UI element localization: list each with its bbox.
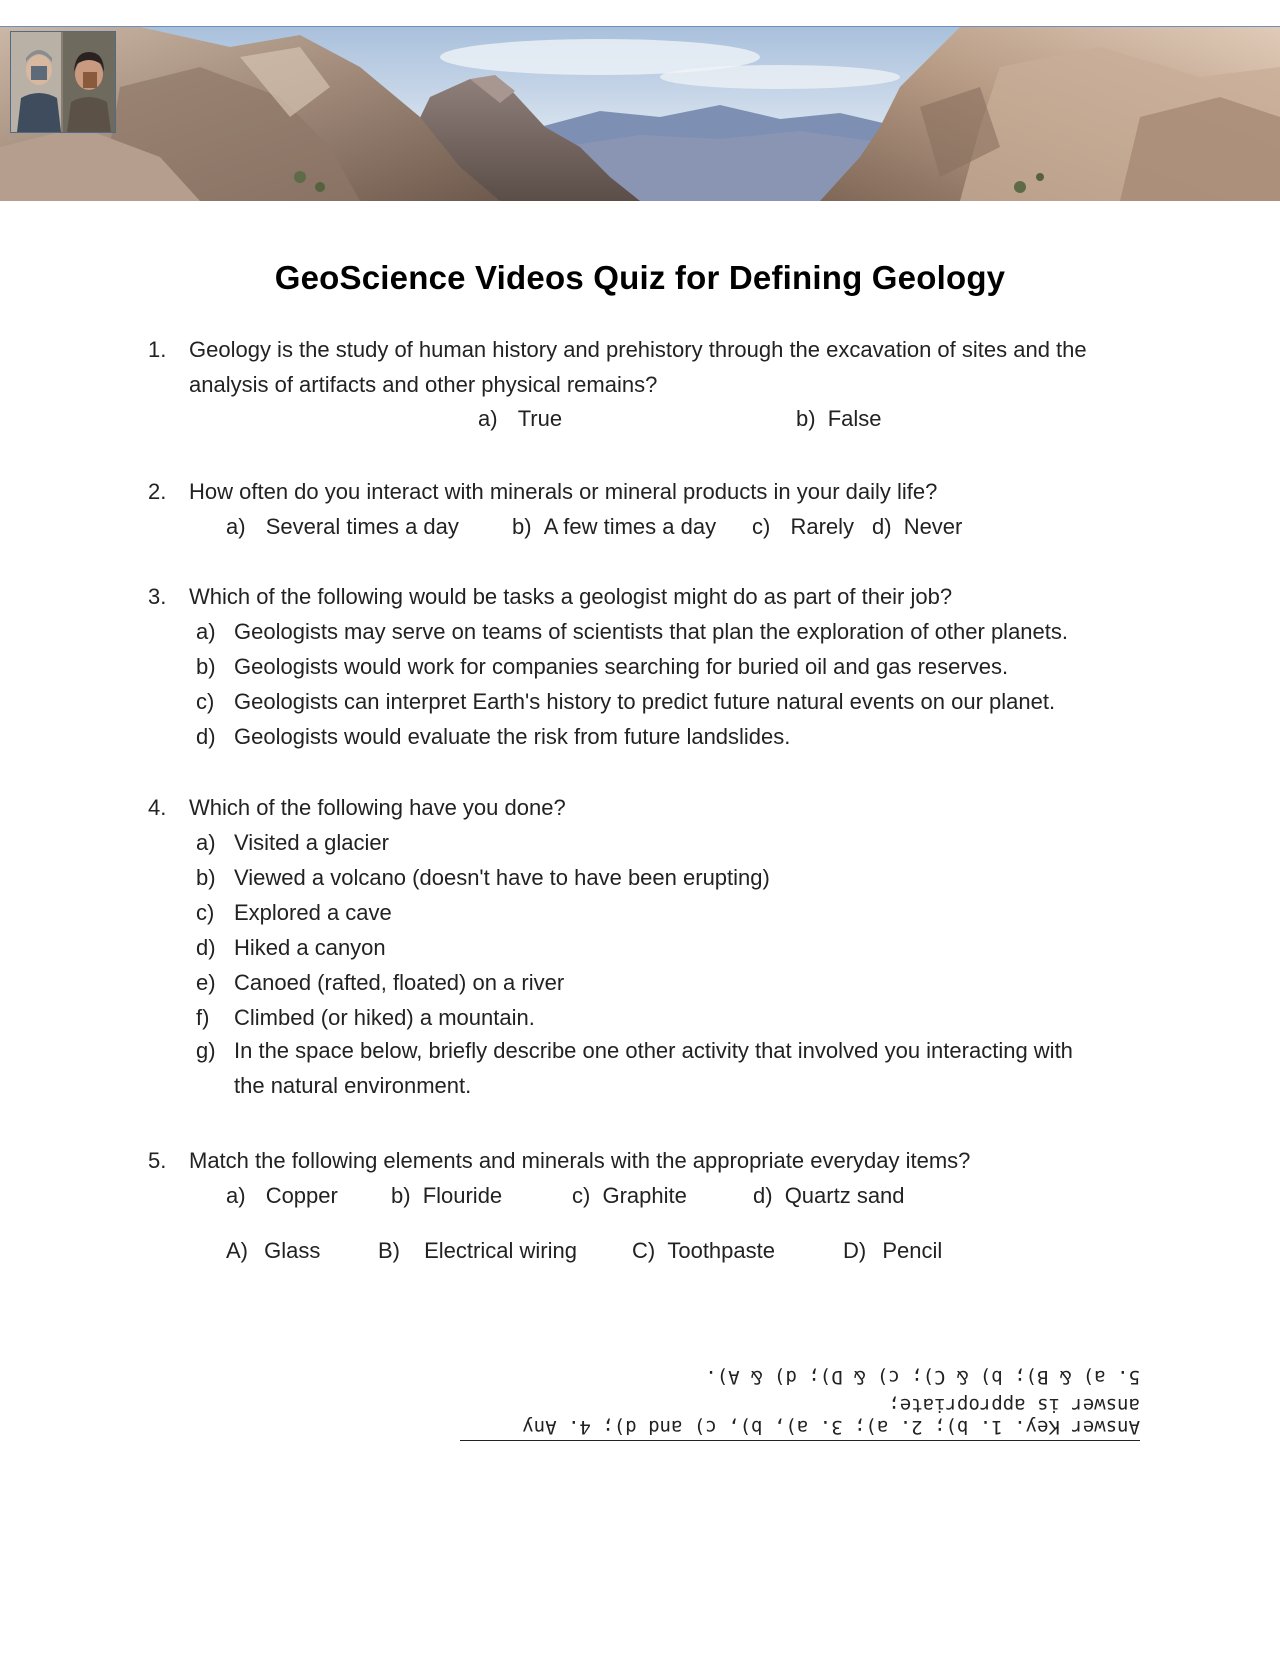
q4-option-e[interactable] — [196, 970, 564, 996]
canyon-landscape-image — [0, 27, 1280, 201]
q2-option-d[interactable] — [872, 514, 962, 540]
option-text: Several times a day — [265, 514, 459, 539]
option-label: a) — [196, 830, 216, 855]
option-label: b) — [196, 865, 216, 890]
option-text: Canoed (rafted, floated) on a river — [234, 970, 565, 995]
option-label: c) — [196, 900, 215, 925]
option-label: g) — [196, 1038, 216, 1063]
option-text: A few times a day — [543, 514, 717, 539]
option-label: a) — [196, 619, 216, 644]
question-1 — [148, 332, 1138, 402]
q5-item-A[interactable] — [226, 1238, 320, 1264]
question-4 — [148, 790, 1138, 825]
option-label: C) — [632, 1238, 656, 1263]
question-text: Geology is the study of human history and prehistory through the excavation of sites and the analysis of artifacts and other physical remains? — [189, 337, 1087, 397]
option-text: Toothpaste — [667, 1238, 775, 1263]
option-text: Rarely — [790, 514, 855, 539]
option-text: Climbed (or hiked) a mountain. — [234, 1005, 535, 1030]
q4-option-d[interactable] — [196, 935, 386, 961]
q3-option-c[interactable] — [196, 689, 1055, 715]
q3-option-b[interactable] — [196, 654, 1008, 680]
question-number: 5. — [148, 1148, 167, 1173]
q5-element-d[interactable] — [753, 1183, 905, 1209]
option-label: B) — [378, 1238, 400, 1263]
option-text: In the space below, briefly describe one other activity that involved you interacting with the natural environment. — [234, 1038, 1073, 1098]
q5-element-c[interactable] — [572, 1183, 687, 1209]
option-label: d) — [196, 935, 216, 960]
option-text: True — [517, 406, 563, 431]
answer-key-line-2: 5. a) & B); b) & C); c) & D); d) & A). — [705, 1366, 1140, 1388]
option-text: Hiked a canyon — [234, 935, 386, 960]
q4-option-a[interactable] — [196, 830, 389, 856]
option-text: Glass — [264, 1238, 321, 1263]
option-label: a) — [478, 406, 498, 431]
option-text: Geologists may serve on teams of scientists that plan the exploration of other planets. — [234, 619, 1069, 644]
q4-option-c[interactable] — [196, 900, 392, 926]
option-text: Electrical wiring — [424, 1238, 577, 1263]
option-label: d) — [196, 724, 216, 749]
option-text: Explored a cave — [234, 900, 392, 925]
quiz-title: GeoScience Videos Quiz for Defining Geology — [274, 259, 1006, 296]
q1-option-a[interactable] — [478, 406, 562, 432]
question-5 — [148, 1143, 1138, 1178]
option-text: Graphite — [602, 1183, 687, 1208]
question-number: 4. — [148, 795, 167, 820]
q5-item-B[interactable] — [378, 1238, 577, 1264]
option-text: Copper — [265, 1183, 338, 1208]
q2-option-c[interactable] — [752, 514, 854, 540]
header-banner — [0, 26, 1280, 201]
q4-option-b[interactable] — [196, 865, 770, 891]
option-label: d) — [753, 1183, 773, 1208]
option-label: f) — [196, 1005, 210, 1030]
q5-item-C[interactable] — [632, 1238, 775, 1264]
q5-element-b[interactable] — [391, 1183, 502, 1209]
option-text: Flouride — [422, 1183, 503, 1208]
question-number: 1. — [148, 337, 167, 362]
option-label: d) — [872, 514, 892, 539]
q2-option-a[interactable] — [226, 514, 459, 540]
q1-option-b[interactable] — [796, 406, 881, 432]
option-text: False — [827, 406, 882, 431]
q5-item-D[interactable] — [843, 1238, 942, 1264]
option-label: D) — [843, 1238, 867, 1263]
q3-option-d[interactable] — [196, 724, 790, 750]
question-text: Which of the following would be tasks a geologist might do as part of their job? — [189, 584, 953, 609]
option-label: c) — [572, 1183, 591, 1208]
option-label: A) — [226, 1238, 248, 1263]
question-text: Which of the following have you done? — [189, 795, 566, 820]
question-2 — [148, 474, 1138, 509]
option-label: a) — [226, 1183, 246, 1208]
option-label: b) — [512, 514, 532, 539]
option-text: Viewed a volcano (doesn't have to have been erupting) — [234, 865, 770, 890]
option-label: b) — [796, 406, 816, 431]
option-label: c) — [196, 689, 215, 714]
q2-option-b[interactable] — [512, 514, 716, 540]
option-label: b) — [196, 654, 216, 679]
option-text: Quartz sand — [784, 1183, 905, 1208]
question-number: 3. — [148, 584, 167, 609]
question-text: How often do you interact with minerals or mineral products in your daily life? — [189, 479, 938, 504]
q3-option-a[interactable] — [196, 619, 1068, 645]
question-number: 2. — [148, 479, 167, 504]
video-thumbnail-presenters — [10, 31, 116, 133]
option-text: Geologists would work for companies searching for buried oil and gas reserves. — [234, 654, 1009, 679]
answer-key-upside-down — [460, 1366, 1140, 1441]
q5-element-a[interactable] — [226, 1183, 338, 1209]
q4-option-f[interactable] — [196, 1005, 535, 1031]
option-text: Geologists can interpret Earth's history to predict future natural events on our planet. — [234, 689, 1056, 714]
question-text: Match the following elements and minerals with the appropriate everyday items? — [189, 1148, 971, 1173]
presenters-photo — [11, 32, 115, 132]
option-label: c) — [752, 514, 771, 539]
option-text: Pencil — [882, 1238, 943, 1263]
option-label: b) — [391, 1183, 411, 1208]
option-label: e) — [196, 970, 216, 995]
q4-option-g[interactable] — [196, 1033, 1076, 1103]
option-text: Geologists would evaluate the risk from future landslides. — [234, 724, 791, 749]
option-label: a) — [226, 514, 246, 539]
option-text: Visited a glacier — [234, 830, 389, 855]
answer-key-line-1: Answer Key. 1. b); 2. a); 3. a), b), c) and d); 4. Any answer is appropriate; — [460, 1394, 1140, 1441]
question-3 — [148, 579, 1138, 614]
option-text: Never — [903, 514, 963, 539]
